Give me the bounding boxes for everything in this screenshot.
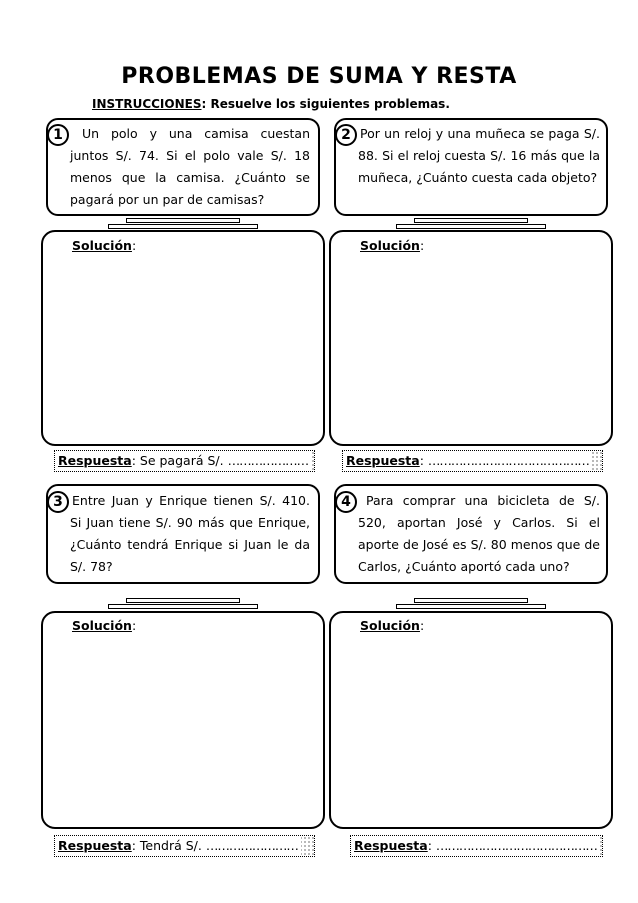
problem-text-1: Un polo y una camisa cuestan juntos S/. 74. Si el polo vale S/. 18 menos que la camisa. ¿Cuánto se pagará por un par de camisas? xyxy=(70,126,310,207)
answer-line-2: Respuesta: …………………………………… xyxy=(343,451,592,471)
instructions-label: INSTRUCCIONES xyxy=(92,97,202,111)
answer-line-1: Respuesta: Se pagará S/. ………………… xyxy=(55,451,311,471)
box-connector-1b xyxy=(108,224,258,229)
solution-label-4: Solución: xyxy=(360,618,425,633)
problem-text-4: Para comprar una bicicleta de S/. 520, aportan José y Carlos. Si el aporte de José es S/. 80 menos que de Carlos, ¿Cuánto aportó cada uno? xyxy=(358,493,600,574)
solution-label-1: Solución: xyxy=(72,238,137,253)
problem-number-2: 2 xyxy=(335,124,357,146)
solution-label-2: Solución: xyxy=(360,238,425,253)
answer-line-3: Respuesta: Tendrá S/. …………………… xyxy=(55,836,301,856)
answer-box-3[interactable] xyxy=(54,835,315,857)
page-title: PROBLEMAS DE SUMA Y RESTA xyxy=(121,64,517,89)
solution-box-3 xyxy=(41,611,325,829)
problem-text-3: Entre Juan y Enrique tienen S/. 410. Si Juan tiene S/. 90 más que Enrique, ¿Cuánto tendrá Enrique si Juan le da S/. 78? xyxy=(70,493,310,574)
box-connector-2b xyxy=(396,224,546,229)
solution-box-4 xyxy=(329,611,613,829)
box-connector-3b xyxy=(108,604,258,609)
answer-box-4[interactable] xyxy=(350,835,603,857)
problem-text-2: Por un reloj y una muñeca se paga S/. 88. Si el reloj cuesta S/. 16 más que la muñeca, ¿Cuánto cuesta cada objeto? xyxy=(358,126,600,185)
instructions-separator: : xyxy=(201,97,207,111)
box-connector-2a xyxy=(414,218,528,223)
answer-box-1[interactable] xyxy=(54,450,315,472)
answer-box-2[interactable] xyxy=(342,450,603,472)
solution-box-2 xyxy=(329,230,613,446)
box-connector-1a xyxy=(126,218,240,223)
box-connector-3a xyxy=(126,598,240,603)
problem-number-1: 1 xyxy=(47,124,69,146)
box-connector-4b xyxy=(396,604,546,609)
solution-label-3: Solución: xyxy=(72,618,137,633)
answer-line-4: Respuesta: …………………………………… xyxy=(351,836,600,856)
problem-number-3: 3 xyxy=(47,491,69,513)
instructions-text: Resuelve los siguientes problemas. xyxy=(206,97,450,111)
problem-number-4: 4 xyxy=(335,491,357,513)
instructions xyxy=(92,97,450,111)
solution-box-1 xyxy=(41,230,325,446)
box-connector-4a xyxy=(414,598,528,603)
